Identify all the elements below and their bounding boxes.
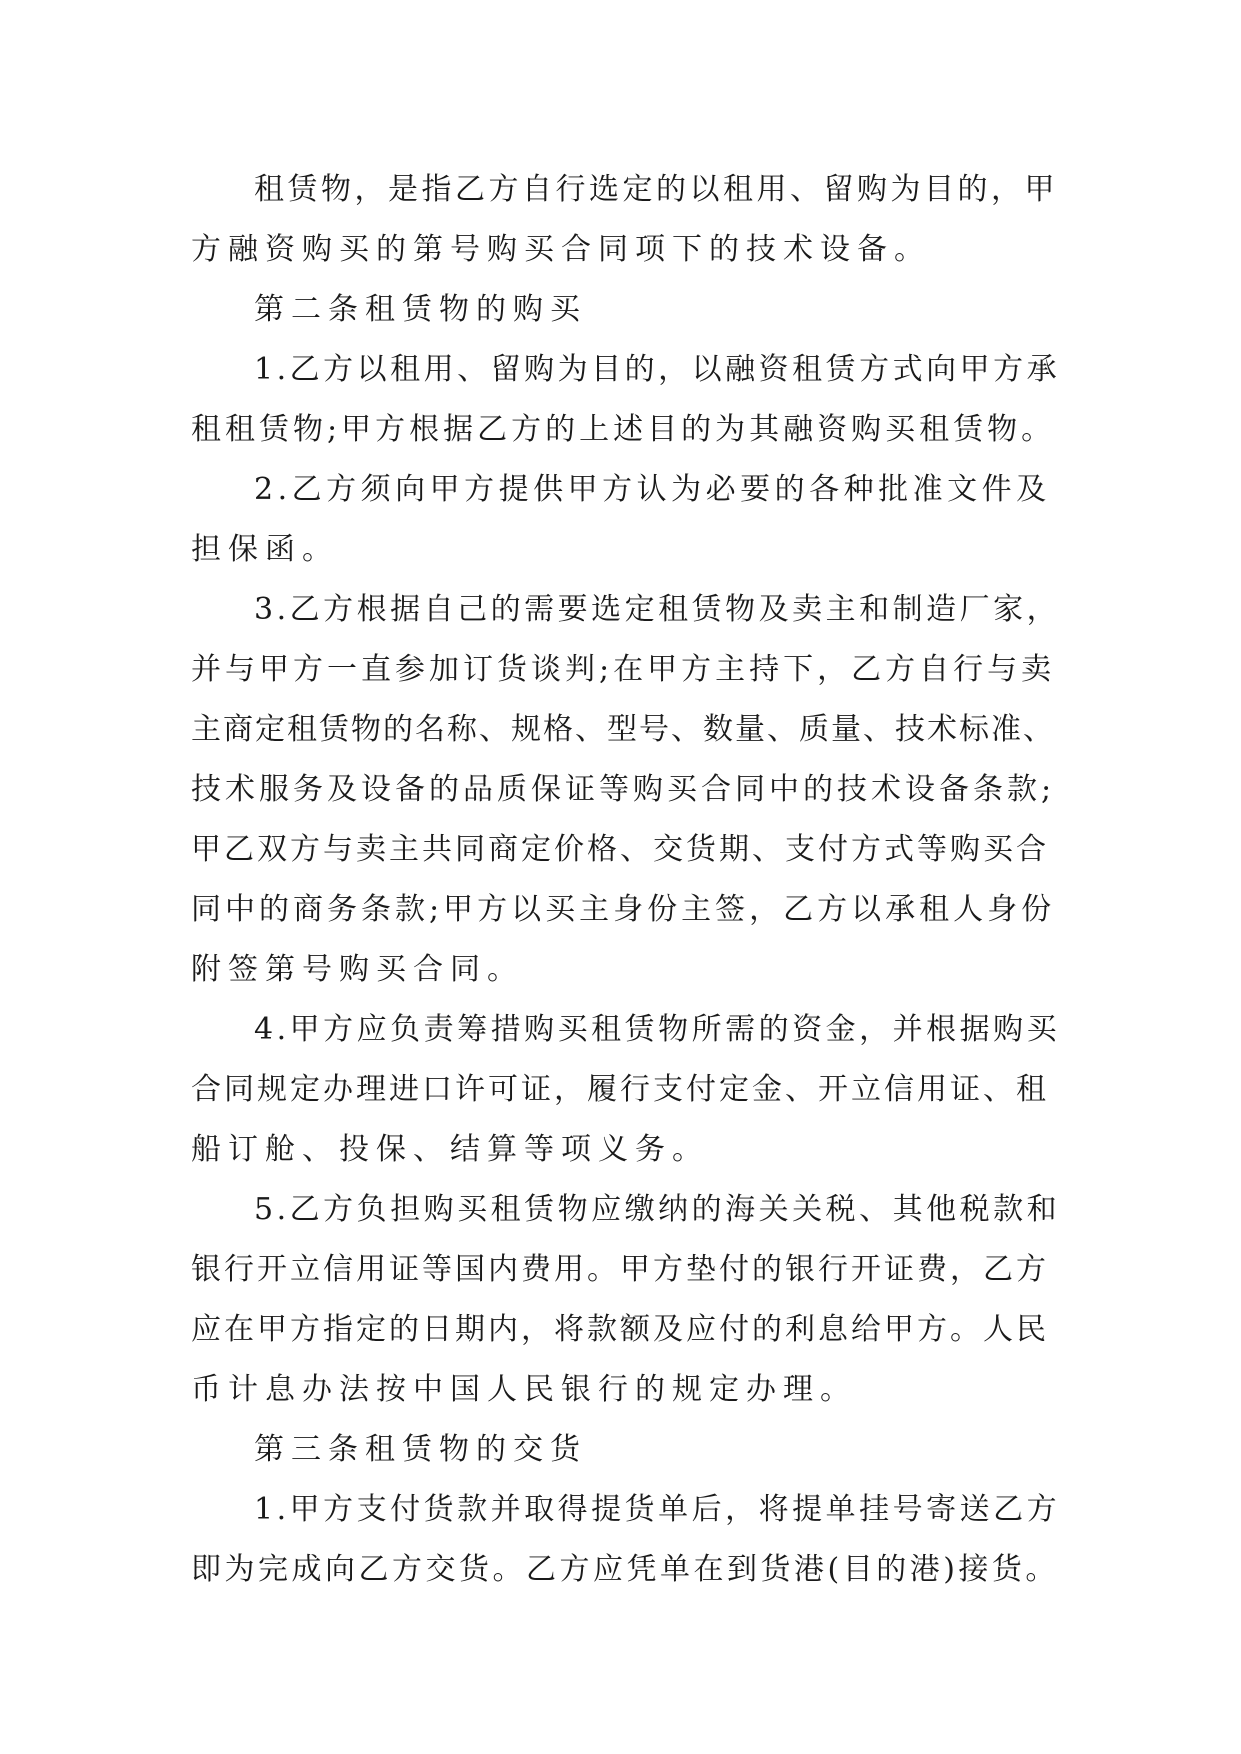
text-line: 甲乙双方与卖主共同商定价格、交货期、支付方式等购买合 bbox=[191, 832, 1049, 867]
text-line: 即为完成向乙方交货。乙方应凭单在到货港(目的港)接货。 bbox=[191, 1552, 1059, 1587]
document-body bbox=[191, 160, 1061, 1600]
text-line: 技术服务及设备的品质保证等购买合同中的技术设备条款; bbox=[191, 772, 1056, 807]
text-line: 4.甲方应负责筹措购买租赁物所需的资金，并根据购买 bbox=[254, 1012, 1061, 1047]
text-line: 并与甲方一直参加订货谈判;在甲方主持下，乙方自行与卖 bbox=[191, 652, 1056, 687]
text-line: 币计息办法按中国人民银行的规定办理。 bbox=[191, 1372, 857, 1407]
text-line: 同中的商务条款;甲方以买主身份主签，乙方以承租人身份 bbox=[191, 892, 1056, 927]
text-line: 第三条租赁物的交货 bbox=[254, 1432, 587, 1467]
text-line: 银行开立信用证等国内费用。甲方垫付的银行开证费，乙方 bbox=[191, 1252, 1049, 1287]
text-line: 应在甲方指定的日期内，将款额及应付的利息给甲方。人民 bbox=[191, 1312, 1049, 1347]
text-line: 1.乙方以租用、留购为目的，以融资租赁方式向甲方承 bbox=[254, 352, 1061, 387]
text-line: 担保函。 bbox=[191, 532, 339, 567]
text-line: 第二条租赁物的购买 bbox=[254, 292, 587, 327]
text-line: 船订舱、投保、结算等项义务。 bbox=[191, 1132, 709, 1167]
text-line: 租赁物，是指乙方自行选定的以租用、留购为目的，甲 bbox=[254, 172, 1058, 207]
text-line: 1.甲方支付货款并取得提货单后，将提单挂号寄送乙方 bbox=[254, 1492, 1061, 1527]
text-line: 3.乙方根据自己的需要选定租赁物及卖主和制造厂家， bbox=[254, 592, 1061, 627]
text-line: 主商定租赁物的名称、规格、型号、数量、质量、技术标准、 bbox=[191, 712, 1055, 747]
text-line: 合同规定办理进口许可证，履行支付定金、开立信用证、租 bbox=[191, 1072, 1049, 1107]
text-line: 附签第号购买合同。 bbox=[191, 952, 524, 987]
text-line: 方融资购买的第号购买合同项下的技术设备。 bbox=[191, 232, 931, 267]
text-line: 2.乙方须向甲方提供甲方认为必要的各种批准文件及 bbox=[254, 472, 1051, 507]
text-line: 租租赁物;甲方根据乙方的上述目的为其融资购买租赁物。 bbox=[191, 412, 1056, 447]
text-line: 5.乙方负担购买租赁物应缴纳的海关关税、其他税款和 bbox=[254, 1192, 1061, 1227]
